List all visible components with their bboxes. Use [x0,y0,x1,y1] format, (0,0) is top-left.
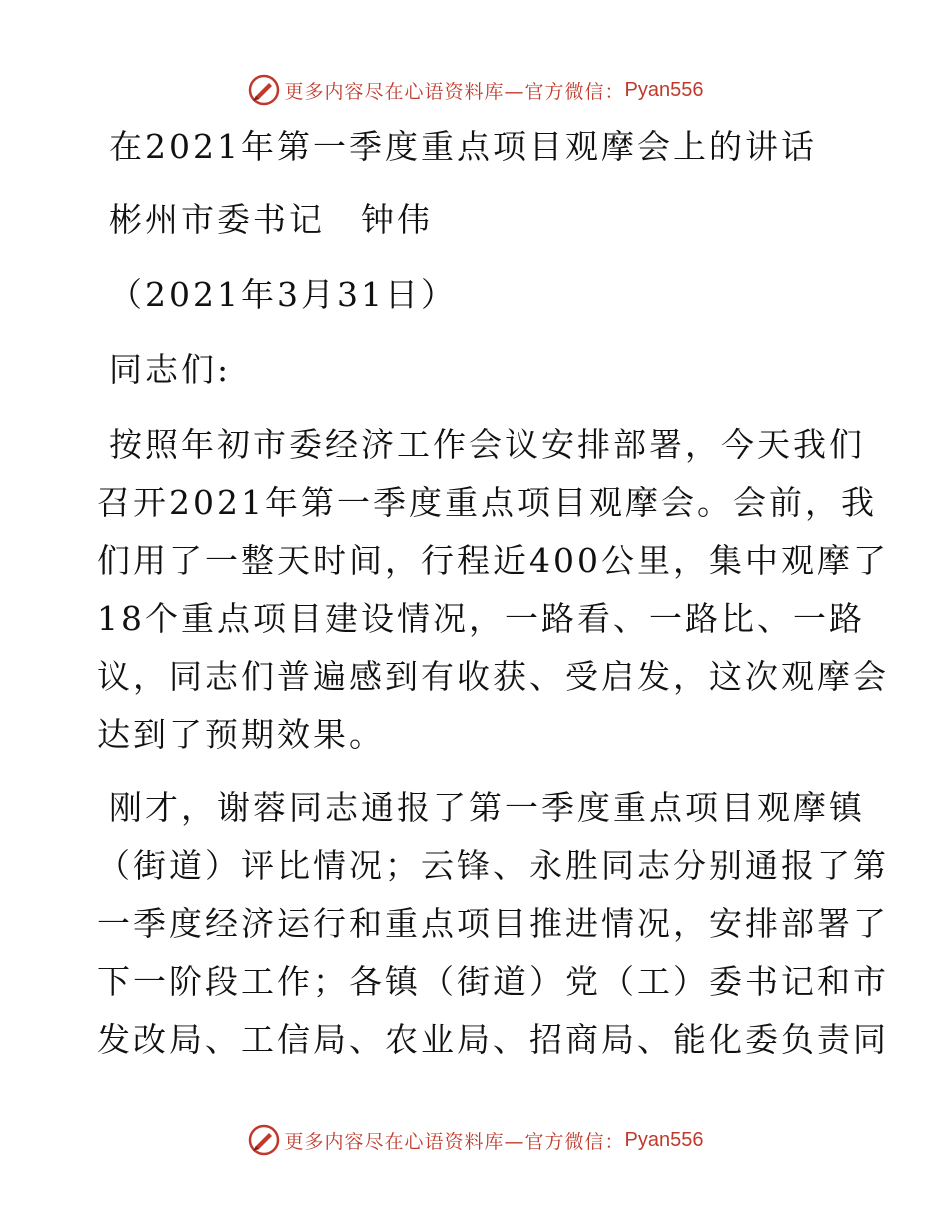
wechat-id: Pyan556 [624,78,704,101]
document-author: 彬州市委书记 钟伟 [109,200,433,239]
paragraph-line: 议，同志们普遍感到有收获、受启发，这次观摩会 [97,657,889,696]
paragraph-line: 发改局、工信局、农业局、招商局、能化委负责同 [97,1020,889,1059]
paragraph-line: 达到了预期效果。 [97,715,385,754]
document-title: 在2021年第一季度重点项目观摩会上的讲话 [109,127,817,166]
paragraph-line: 下一阶段工作；各镇（街道）党（工）委书记和市 [97,962,889,1001]
wechat-id: Pyan556 [624,1128,704,1151]
paragraph-line: 一季度经济运行和重点项目推进情况，安排部署了 [97,904,889,943]
document-date: （2021年3月31日） [109,275,457,314]
paragraph-line: 刚才，谢蓉同志通报了第一季度重点项目观摩镇 [109,788,865,827]
paragraph-line: 们用了一整天时间，行程近400公里，集中观摩了 [97,541,889,580]
salutation: 同志们: [109,350,232,389]
pen-seal-logo-icon [247,1123,281,1157]
paragraph-line: 按照年初市委经济工作会议安排部署，今天我们 [109,425,865,464]
paragraph-line: （街道）评比情况；云锋、永胜同志分别通报了第 [97,846,889,885]
footer-watermark-banner [0,1120,950,1160]
watermark-text: 更多内容尽在心语资料库—官方微信： [284,1130,625,1153]
header-watermark-banner [0,70,950,110]
pen-seal-logo-icon [247,73,281,107]
watermark-text: 更多内容尽在心语资料库—官方微信： [284,80,625,103]
paragraph-line: 召开2021年第一季度重点项目观摩会。会前，我 [97,483,877,522]
paragraph-line: 18个重点项目建设情况，一路看、一路比、一路 [97,599,865,638]
